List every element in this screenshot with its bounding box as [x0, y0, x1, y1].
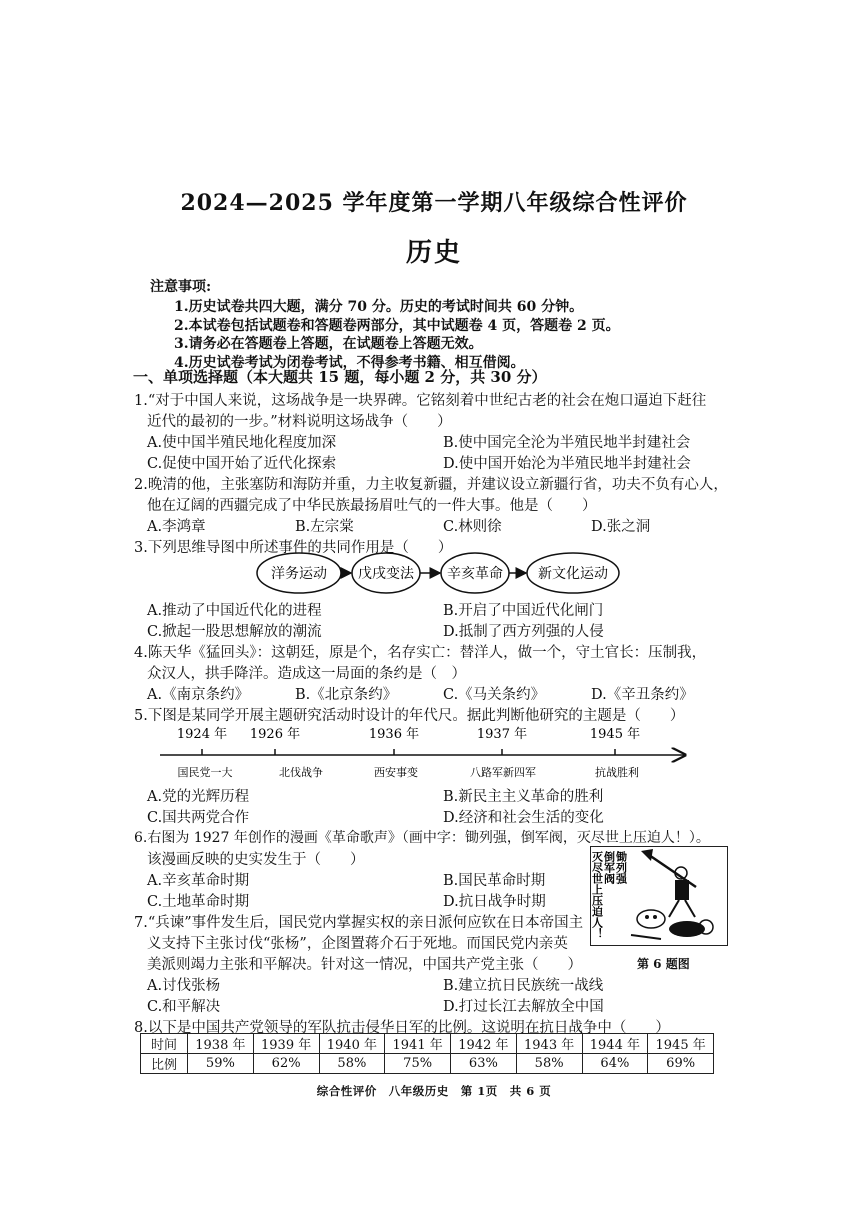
q1-stem: 1.“对于中国人来说，这场战争是一块界碑。它铭刻着中世纪古老的社会在炮口逼迫下赶往 [134, 393, 707, 409]
timeline-year: 1926 年 [249, 727, 301, 742]
cartoon-text: 锄列强 [614, 851, 628, 884]
table-cell: 63% [451, 1054, 517, 1074]
q6-cartoon [590, 846, 728, 946]
timeline-year: 1937 年 [476, 727, 528, 742]
table-cell: 1938 年 [188, 1034, 254, 1054]
flow-label: 戊戌变法 [358, 566, 414, 582]
q5-stem: 5.下图是某同学开展主题研究活动时设计的年代尺。据此判断他研究的主题是（ ） [134, 708, 685, 724]
q1-option-a: A.使中国半殖民地化程度加深 [147, 435, 337, 451]
q6-option-b: B.国民革命时期 [443, 873, 546, 889]
q6-figure-caption: 第 6 题图 [637, 957, 690, 971]
q3-option-b: B.开启了中国近代化闸门 [443, 603, 604, 619]
q6-option-c: C.土地革命时期 [147, 894, 250, 910]
q3-option-a: A.推动了中国近代化的进程 [147, 603, 322, 619]
q2-option-d: D.张之洞 [591, 519, 651, 535]
table-row [141, 1034, 714, 1054]
table-header-cell: 比例 [141, 1054, 188, 1074]
q8-table [140, 1033, 714, 1074]
timeline-event: 西安事变 [374, 766, 418, 779]
q7-stem: 义支持下主张讨伐“张杨”，企图置蒋介石于死地。而国民党内亲英 [147, 936, 568, 952]
subject-title: 历史 [405, 238, 462, 268]
table-cell: 59% [188, 1054, 254, 1074]
q5-option-a: A.党的光辉历程 [147, 789, 250, 805]
table-cell: 62% [253, 1054, 319, 1074]
table-cell: 58% [516, 1054, 582, 1074]
table-cell: 64% [582, 1054, 648, 1074]
timeline-year: 1945 年 [589, 727, 641, 742]
flow-label: 辛亥革命 [447, 566, 503, 582]
q2-option-b: B.左宗棠 [295, 519, 354, 535]
q5-option-c: C.国共两党合作 [147, 810, 250, 826]
q6-stem: 该漫画反映的史实发生于（ ） [147, 852, 365, 868]
notice-block [150, 276, 620, 372]
table-cell: 1941 年 [385, 1034, 451, 1054]
cartoon-text: 倒军阀 [602, 851, 616, 884]
table-cell: 1942 年 [451, 1034, 517, 1054]
notice-item: 3.请务必在答题卷上答题，在试题卷上答题无效。 [174, 336, 483, 352]
timeline-year: 1936 年 [368, 727, 420, 742]
notice-item: 4.历史试卷考试为闭卷考试，不得参考书籍、相互借阅。 [174, 354, 525, 371]
cartoon-text: 灭尽世上压迫人！ [591, 851, 604, 939]
table-row [141, 1054, 714, 1074]
q1-option-b: B.使中国完全沦为半殖民地半封建社会 [443, 435, 691, 451]
q7-stem: 美派则竭力主张和平解决。针对这一情况，中国共产党主张（ ） [147, 957, 582, 973]
flow-label: 洋务运动 [271, 566, 327, 582]
timeline-event: 抗战胜利 [595, 766, 639, 779]
q4-option-d: D.《辛丑条约》 [591, 687, 694, 703]
q5-option-b: B.新民主主义革命的胜利 [443, 789, 604, 805]
q4-option-a: A.《南京条约》 [147, 687, 250, 703]
timeline-event: 北伐战争 [279, 766, 323, 779]
table-cell: 75% [385, 1054, 451, 1074]
table-cell: 1940 年 [319, 1034, 385, 1054]
q4-option-b: B.《北京条约》 [295, 687, 398, 703]
q7-option-d: D.打过长江去解放全中国 [443, 999, 604, 1015]
table-cell: 1939 年 [253, 1034, 319, 1054]
section-heading: 一、单项选择题（本大题共 15 题，每小题 2 分，共 30 分） [133, 368, 547, 386]
q4-stem: 4.陈天华《猛回头》：这朝廷，原是个，名存实亡：替洋人，做一个，守土官长：压制我， [134, 645, 707, 661]
notice-item: 2.本试卷包括试题卷和答题卷两部分，其中试题卷 4 页，答题卷 2 页。 [174, 317, 620, 334]
q7-option-b: B.建立抗日民族统一战线 [443, 978, 604, 994]
q7-stem: 7.“兵谏”事件发生后，国民党内掌握实权的亲日派何应钦在日本帝国主 [134, 915, 584, 931]
q6-option-d: D.抗日战争时期 [443, 894, 546, 910]
q1-option-d: D.使中国开始沦为半殖民地半封建社会 [443, 456, 691, 472]
q3-mind-map [255, 550, 625, 596]
q4-option-c: C.《马关条约》 [443, 687, 546, 703]
q8-stem: 8.以下是中国共产党领导的军队抗击侵华日军的比例。这说明在抗日战争中（ ） [134, 1020, 670, 1036]
table-cell: 69% [648, 1054, 714, 1074]
table-cell: 1944 年 [582, 1034, 648, 1054]
cartoon-drawing-icon [591, 847, 727, 945]
q1-stem: 近代的最初的一步。”材料说明这场战争（ ） [147, 414, 452, 430]
exam-title: 2024—2025 学年度第一学期八年级综合性评价 [180, 190, 688, 216]
notice-item: 1.历史试卷共四大题，满分 70 分。历史的考试时间共 60 分钟。 [174, 299, 584, 315]
table-cell: 1943 年 [516, 1034, 582, 1054]
q3-option-d: D.抵制了西方列强的人侵 [443, 624, 604, 640]
q6-stem: 6.右图为 1927 年创作的漫画《革命歌声》（画中字：锄列强，倒军阀，灭尽世上压迫人！）。 [134, 830, 710, 846]
q2-stem: 2.晚清的他，主张塞防和海防并重，力主收复新疆，并建议设立新疆行省，功夫不负有心人， [134, 477, 728, 493]
timeline-year: 1924 年 [176, 727, 228, 742]
table-header-cell: 时间 [141, 1034, 188, 1054]
q1-option-c: C.促使中国开始了近代化探索 [147, 456, 337, 472]
q3-stem: 3.下列思维导图中所述事件的共同作用是（ ） [134, 540, 453, 556]
q4-stem: 众汉人，拱手降洋。造成这一局面的条约是（ ） [147, 666, 466, 682]
table-cell: 58% [319, 1054, 385, 1074]
notice-title: 注意事项: [150, 279, 212, 295]
q5-option-d: D.经济和社会生活的变化 [443, 810, 604, 826]
q2-option-a: A.李鸿章 [147, 519, 206, 535]
timeline-event: 八路军新四军 [470, 766, 536, 779]
flow-label: 新文化运动 [538, 566, 608, 582]
q3-option-c: C.掀起一股思想解放的潮流 [147, 624, 322, 640]
timeline-event: 国民党一大 [177, 766, 233, 779]
page-footer: 综合性评价 八年级历史 第 1页 共 6 页 [316, 1084, 552, 1098]
q6-option-a: A.辛亥革命时期 [147, 873, 250, 889]
q7-option-c: C.和平解决 [147, 999, 221, 1015]
q7-option-a: A.讨伐张杨 [147, 978, 221, 994]
q2-option-c: C.林则徐 [443, 519, 502, 535]
q2-stem: 他在辽阔的西疆完成了中华民族最扬眉吐气的一件大事。他是（ ） [147, 498, 597, 514]
table-cell: 1945 年 [648, 1034, 714, 1054]
q5-timeline [155, 722, 695, 782]
